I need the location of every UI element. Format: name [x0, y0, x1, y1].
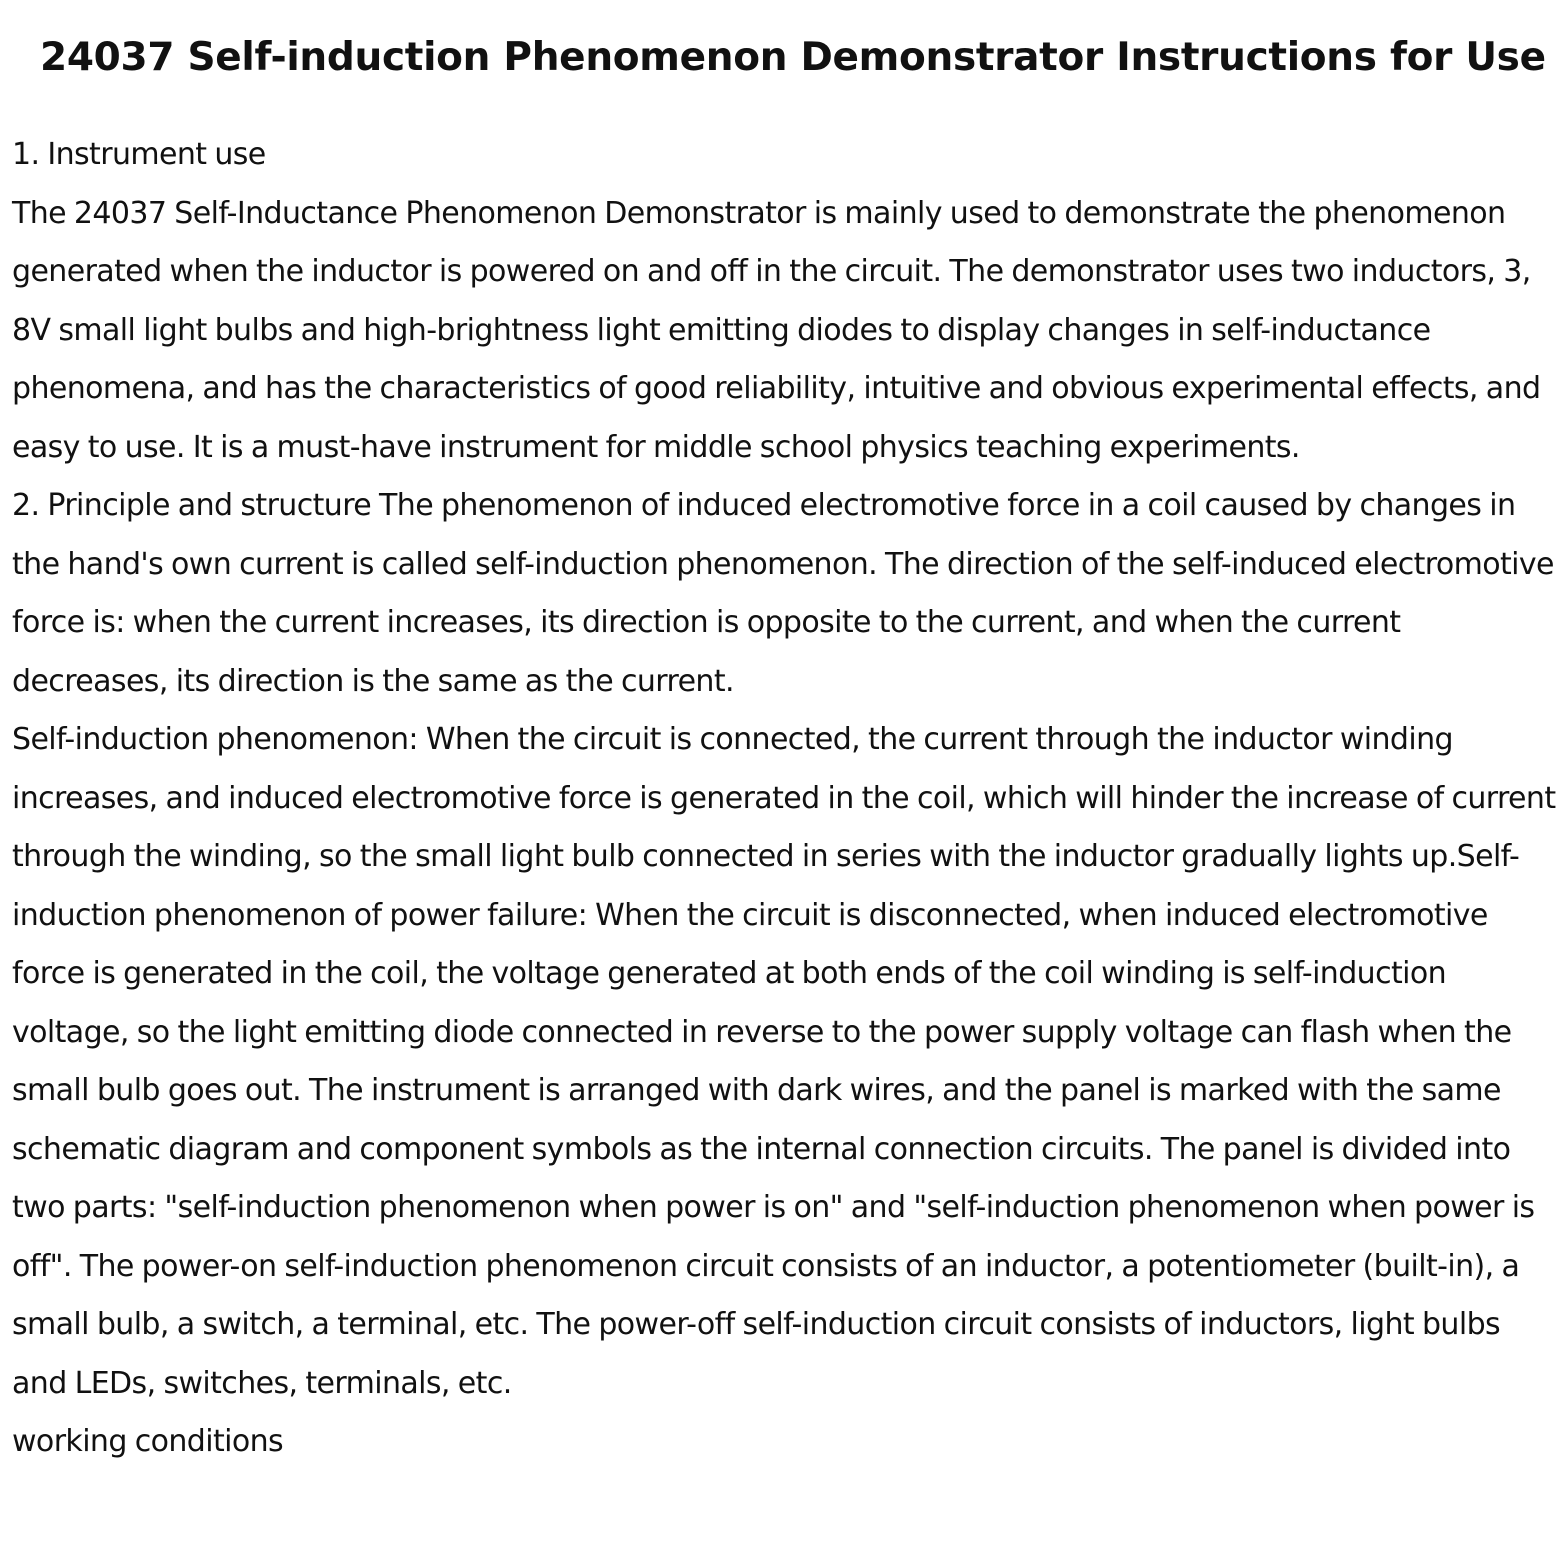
paragraph-principle-structure: 2. Principle and structure The phenomenon of induced electromotive force in a coil caused by changes in the hand's own current is called self-induction phenomenon. The direction of the self-induced electromotive force is: when the current increases, its direction is opposite to the current, and when the current decreases, its direction is the same as the current. [12, 488, 1554, 699]
document-title: 24037 Self-induction Phenomenon Demonstrator Instructions for Use [40, 35, 1546, 80]
paragraph-instrument-use: The 24037 Self-Inductance Phenomenon Demonstrator is mainly used to demonstrate the phenomenon generated when the inductor is powered on and off in the circuit. The demonstrator uses two inductors, 3, 8V small light bulbs and high-brightness light emitting diodes to display changes in self-inductance phenomena, and has the characteristics of good reliability, intuitive and obvious experimental effects, and easy to use. It is a must-have instrument for middle school physics teaching experiments. [12, 195, 1541, 465]
document-body [12, 126, 1560, 1472]
section-heading-working-conditions: working conditions [12, 1424, 284, 1459]
paragraph-self-induction-phenomenon: Self-induction phenomenon: When the circuit is connected, the current through the inductor winding increases, and induced electromotive force is generated in the coil, which will hinder the increase of current through the winding, so the small light bulb connected in series with the inductor gradually lights up.Self-induction phenomenon of power failure: When the circuit is disconnected, when induced electromotive force is generated in the coil, the voltage generated at both ends of the coil winding is self-induction voltage, so the light emitting diode connected in reverse to the power supply voltage can flash when the small bulb goes out. The instrument is arranged with dark wires, and the panel is marked with the same schematic diagram and component symbols as the internal connection circuits. The panel is divided into two parts: "self-induction phenomenon when power is on" and "self-induction phenomenon when power is off". The power-on self-induction phenomenon circuit consists of an inductor, a potentiometer (built-in), a small bulb, a switch, a terminal, etc. The power-off self-induction circuit consists of inductors, light bulbs and LEDs, switches, terminals, etc. [12, 722, 1556, 1401]
section-heading-instrument-use: 1. Instrument use [12, 137, 266, 172]
